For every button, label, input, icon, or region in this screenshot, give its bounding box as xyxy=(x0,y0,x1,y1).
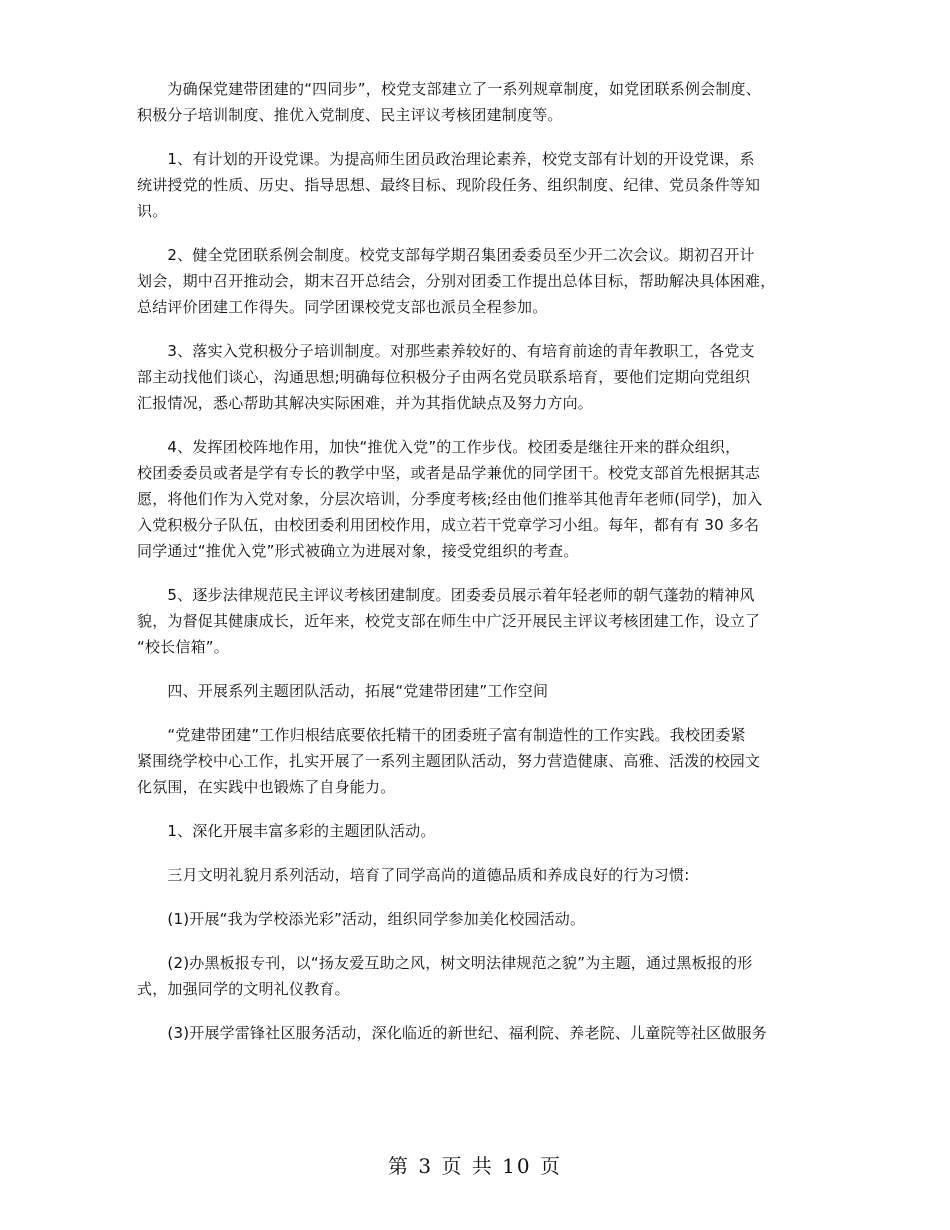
text-line: 为确保党建带团建的“四同步”，校党支部建立了一系列规章制度，如党团联系例会制度、 xyxy=(137,80,761,98)
text-line: 式，加强同学的文明礼仪教育。 xyxy=(137,980,350,998)
text-line: 总结评价团建工作得失。同学团课校党支部也派员全程参加。 xyxy=(137,298,548,316)
text-line: 愿，将他们作为入党对象，分层次培训，分季度考核;经由他们推举其他青年老师(同学)，加入 xyxy=(137,490,763,508)
text-line: 统讲授党的性质、历史、指导思想、最终目标、现阶段任务、组织制度、纪律、党员条件等知 xyxy=(137,176,761,194)
paragraph xyxy=(137,434,827,564)
text-line: 貌，为督促其健康成长，近年来，校党支部在师生中广泛开展民主评议考核团建工作，设立了 xyxy=(137,612,761,630)
paragraph xyxy=(137,582,827,660)
text-line: 5、逐步法律规范民主评议考核团建制度。团委委员展示着年轻老师的朝气蓬勃的精神风 xyxy=(137,586,755,604)
text-line: 积极分子培训制度、推优入党制度、民主评议考核团建制度等。 xyxy=(137,106,563,124)
text-line: (2)办黑板报专刊，以“扬友爱互助之风，树文明法律规范之貌”为主题，通过黑板报的形 xyxy=(137,954,753,972)
text-line: “校长信箱”。 xyxy=(137,638,229,656)
text-line: 2、健全党团联系例会制度。校党支部每学期召集团委委员至少开二次会议。期初召开计 xyxy=(137,246,755,264)
page-footer: 第 3 页 共 10 页 xyxy=(388,1154,562,1178)
text-line: 划会，期中召开推动会，期末召开总结会，分别对团委工作提出总体目标，帮助解决具体困难， xyxy=(137,272,776,290)
text-line: “党建带团建”工作归根结底要依托精干的团委班子富有制造性的工作实践。我校团委紧 xyxy=(137,726,746,744)
paragraph xyxy=(137,906,827,932)
document-body xyxy=(137,76,827,1064)
text-line: 校团委委员或者是学有专长的教学中坚，或者是品学兼优的同学团干。校党支部首先根据其志 xyxy=(137,464,761,482)
text-line: 3、落实入党积极分子培训制度。对那些素养较好的、有培育前途的青年教职工，各党支 xyxy=(137,342,755,360)
paragraph xyxy=(137,950,827,1002)
paragraph xyxy=(137,76,827,128)
paragraph xyxy=(137,678,827,704)
text-line: 入党积极分子队伍，由校团委利用团校作用，成立若干党章学习小组。每年，都有有 30 多名 xyxy=(137,516,760,534)
text-line: 4、发挥团校阵地作用，加快“推优入党”的工作步伐。校团委是继往开来的群众组织， xyxy=(137,438,741,456)
text-line: 紧围绕学校中心工作，扎实开展了一系列主题团队活动，努力营造健康、高雅、活泼的校园文 xyxy=(137,752,761,770)
paragraph xyxy=(137,242,827,320)
text-line: 汇报情况，悉心帮助其解决实际困难，并为其指优缺点及努力方向。 xyxy=(137,394,594,412)
text-line: 1、有计划的开设党课。为提高师生团员政治理论素养，校党支部有计划的开设党课，系 xyxy=(137,150,755,168)
paragraph xyxy=(137,1020,827,1046)
text-line: 三月文明礼貌月系列活动，培育了同学高尚的道德品质和养成良好的行为习惯: xyxy=(137,866,690,884)
text-line: 识。 xyxy=(137,202,168,220)
text-line: 部主动找他们谈心，沟通思想;明确每位积极分子由两名党员联系培育，要他们定期向党组织 xyxy=(137,368,751,386)
paragraph xyxy=(137,338,827,416)
text-line: 同学通过“推优入党”形式被确立为进展对象，接受党组织的考查。 xyxy=(137,542,579,560)
paragraph xyxy=(137,818,827,844)
text-line: (1)开展“我为学校添光彩”活动，组织同学参加美化校园活动。 xyxy=(137,910,586,928)
text-line: (3)开展学雷锋社区服务活动，深化临近的新世纪、福利院、养老院、儿童院等社区做服务 xyxy=(137,1024,767,1042)
paragraph xyxy=(137,722,827,800)
text-line: 1、深化开展丰富多彩的主题团队活动。 xyxy=(137,822,436,840)
text-line: 四、开展系列主题团队活动，拓展“党建带团建”工作空间 xyxy=(137,682,549,700)
paragraph xyxy=(137,862,827,888)
text-line: 化氛围，在实践中也锻炼了自身能力。 xyxy=(137,778,396,796)
paragraph xyxy=(137,146,827,224)
